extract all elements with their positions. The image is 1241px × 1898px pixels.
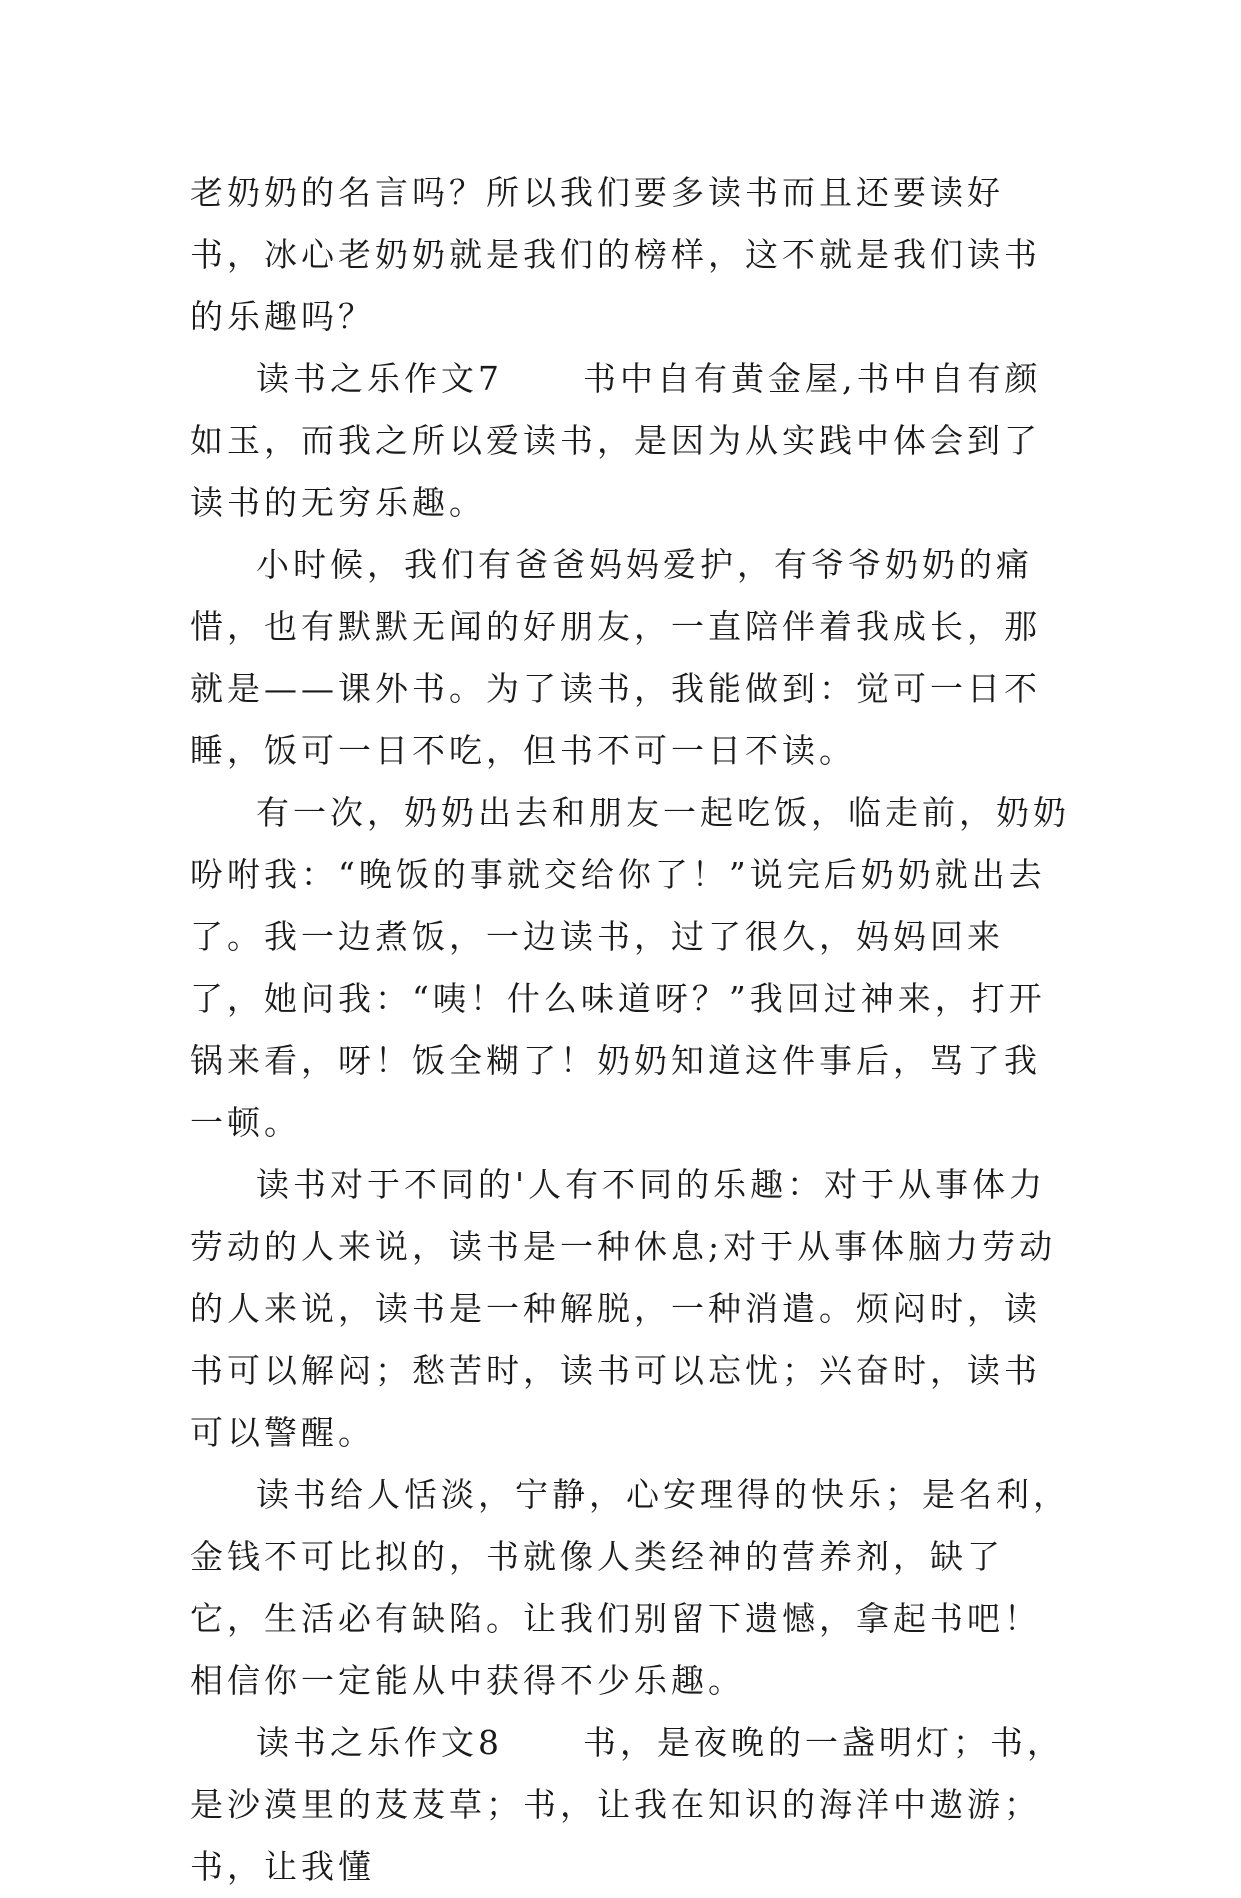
paragraph-2 (190, 348, 1070, 534)
paragraph-6 (190, 1464, 1070, 1712)
paragraph-text: 老奶奶的名言吗？所以我们要多读书而且还要读好书，冰心老奶奶就是我们的榜样，这不就是我们读书的乐趣吗？ (190, 173, 1041, 336)
paragraph-4 (190, 782, 1070, 1154)
paragraph-7 (190, 1712, 1070, 1898)
paragraph-text: 小时候，我们有爸爸妈妈爱护，有爷爷奶奶的痛惜，也有默默无闻的好朋友，一直陪伴着我成长，那就是——课外书。为了读书，我能做到：觉可一日不睡，饭可一日不吃，但书不可一日不读。 (190, 545, 1041, 770)
paragraph-1 (190, 162, 1070, 348)
paragraph-5 (190, 1154, 1070, 1464)
essay-heading-8: 读书之乐作文8 (256, 1723, 503, 1762)
paragraph-text: 读书给人恬淡，宁静，心安理得的快乐；是名利，金钱不可比拟的，书就像人类经神的营养剂，缺了它，生活必有缺陷。让我们别留下遗憾，拿起书吧！相信你一定能从中获得不少乐趣。 (190, 1475, 1070, 1700)
document-body (190, 162, 1070, 1898)
essay-heading-7: 读书之乐作文7 (256, 359, 503, 398)
paragraph-text: 有一次，奶奶出去和朋友一起吃饭，临走前，奶奶吩咐我：“晚饭的事就交给你了！”说完后奶奶就出去了。我一边煮饭，一边读书，过了很久，妈妈回来了，她问我：“咦！什么味道呀？”我回过神来，打开锅来看，呀！饭全糊了！奶奶知道这件事后，骂了我一顿。 (190, 793, 1070, 1142)
paragraph-text: 书中自有黄金屋,书中自有颜如玉，而我之所以爱读书，是因为从实践中体会到了读书的无穷乐趣。 (190, 359, 1042, 522)
paragraph-text: 读书对于不同的'人有不同的乐趣：对于从事体力劳动的人来说，读书是一种休息;对于从事体脑力劳动的人来说，读书是一种解脱，一种消遣。烦闷时，读书可以解闷；愁苦时，读书可以忘忧；兴奋时，读书可以警醒。 (190, 1165, 1057, 1452)
paragraph-text: 书，是夜晚的一盏明灯；书，是沙漠里的芨芨草；书，让我在知识的海洋中遨游；书，让我懂 (190, 1723, 1064, 1886)
paragraph-3 (190, 534, 1070, 782)
